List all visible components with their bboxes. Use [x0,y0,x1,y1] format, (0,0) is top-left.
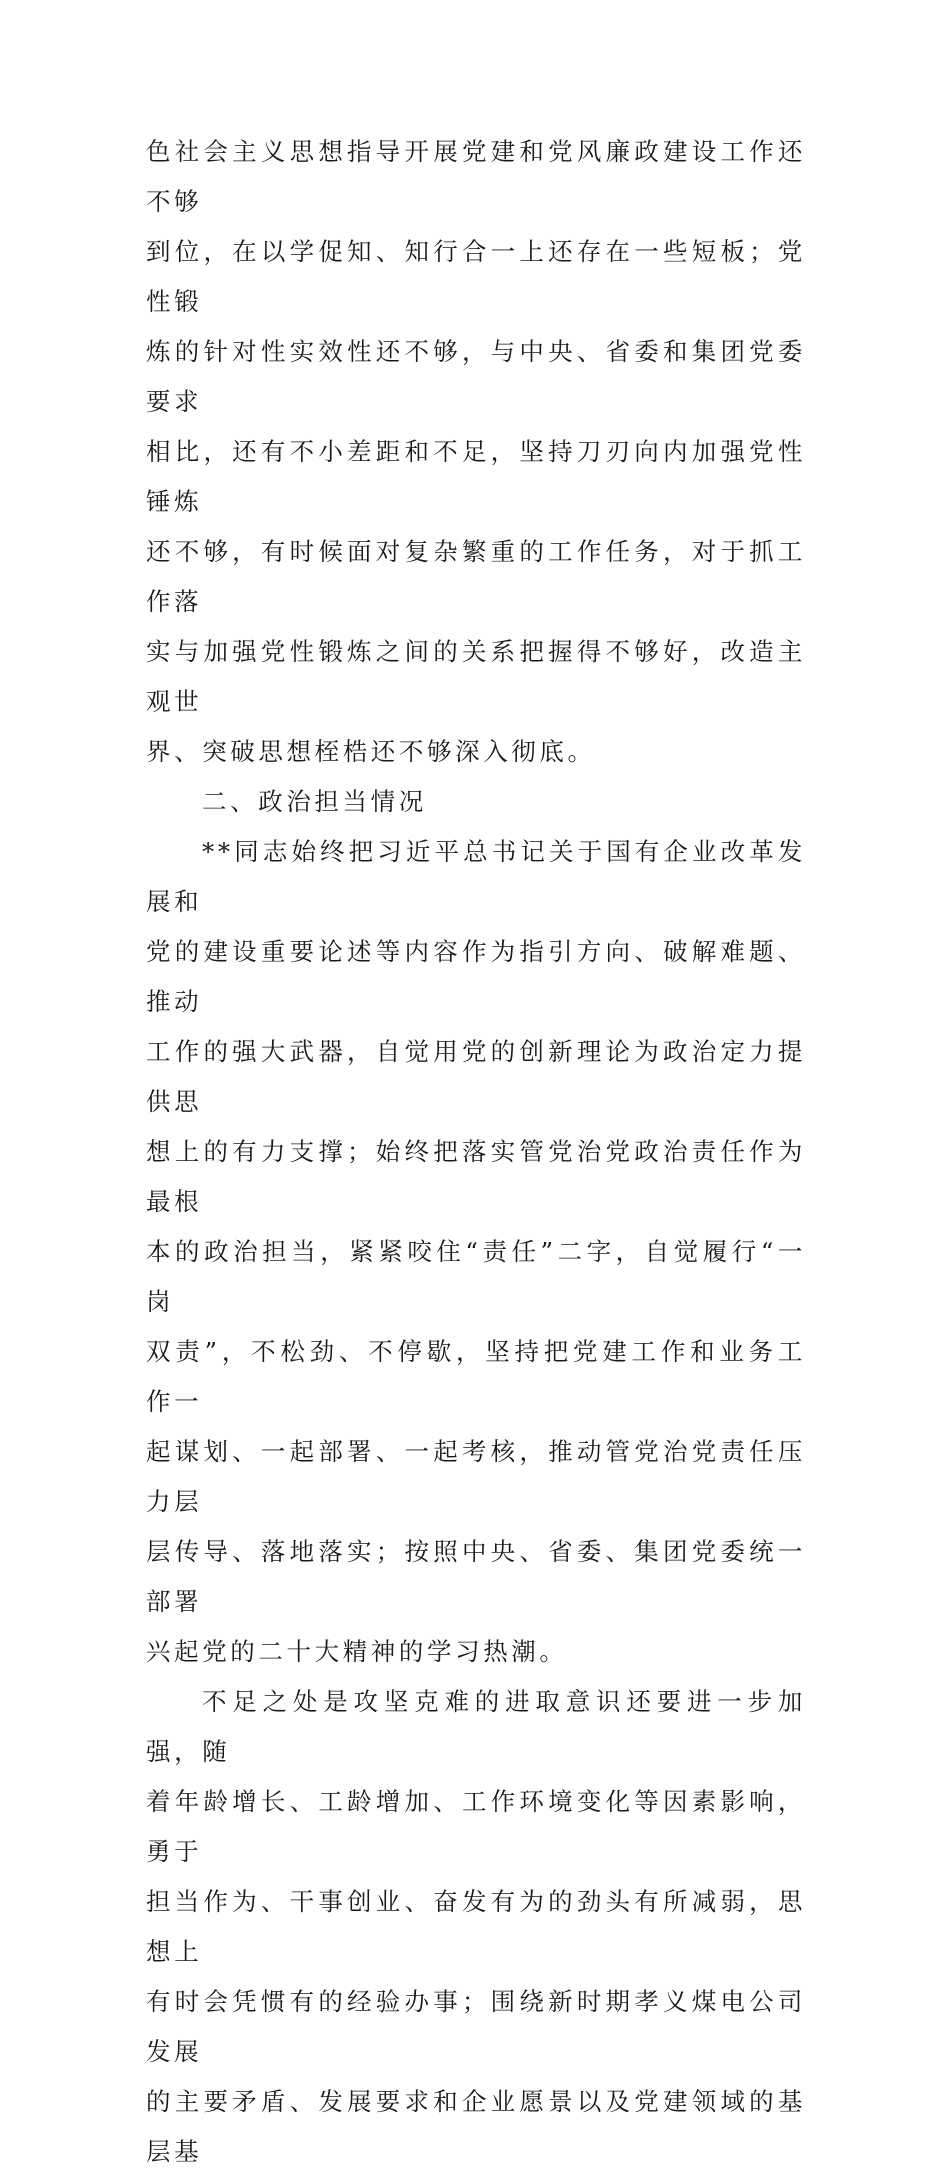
text-line: 实与加强党性锻炼之间的关系把握得不够好，改造主观世 [146,637,806,716]
text-line: 相比，还有不小差距和不足，坚持刀刃向内加强党性锤炼 [146,437,806,516]
text-line: 界、突破思想桎梏还不够深入彻底。 [146,737,596,766]
text-line: 党的建设重要论述等内容作为指引方向、破解难题、推动 [146,937,806,1016]
text-line: 色社会主义思想指导开展党建和党风廉政建设工作还不够 [146,137,806,216]
paragraph-political-responsibility [146,827,806,1677]
text-line: 着年龄增长、工龄增加、工作环境变化等因素影响，勇于 [146,1787,806,1866]
text-line: 层传导、落地落实；按照中央、省委、集团党委统一部署 [146,1537,806,1616]
text-line: 还不够，有时候面对复杂繁重的工作任务，对于抓工作落 [146,537,806,616]
text-line: 担当作为、干事创业、奋发有为的劲头有所减弱，思想上 [146,1887,806,1966]
text-line: 兴起党的二十大精神的学习热潮。 [146,1637,568,1666]
text-line: **同志始终把习近平总书记关于国有企业改革发展和 [146,837,806,916]
text-line: 有时会凭惯有的经验办事；围绕新时期孝义煤电公司发展 [146,1987,806,2066]
text-line: 工作的强大武器，自觉用党的创新理论为政治定力提供思 [146,1037,806,1116]
text-line: 想上的有力支撑；始终把落实管党治党政治责任作为最根 [146,1137,806,1216]
section-heading-text: 二、政治担当情况 [202,787,427,816]
text-line: 到位，在以学促知、知行合一上还存在一些短板；党性锻 [146,237,806,316]
text-line: 炼的针对性实效性还不够，与中央、省委和集团党委要求 [146,337,806,416]
text-line: 不足之处是攻坚克难的进取意识还要进一步加强，随 [146,1687,806,1766]
document-body [146,127,806,2177]
section-heading [146,777,806,827]
text-line: 本的政治担当，紧紧咬住“责任”二字，自觉履行“一岗 [146,1237,806,1316]
text-line: 起谋划、一起部署、一起考核，推动管党治党责任压力层 [146,1437,806,1516]
text-line: 双责”，不松劲、不停歇，坚持把党建工作和业务工作一 [146,1337,806,1416]
paragraph-continuation [146,127,806,777]
text-line: 的主要矛盾、发展要求和企业愿景以及党建领域的基层基 [146,2087,806,2166]
paragraph-shortcomings [146,1677,806,2177]
